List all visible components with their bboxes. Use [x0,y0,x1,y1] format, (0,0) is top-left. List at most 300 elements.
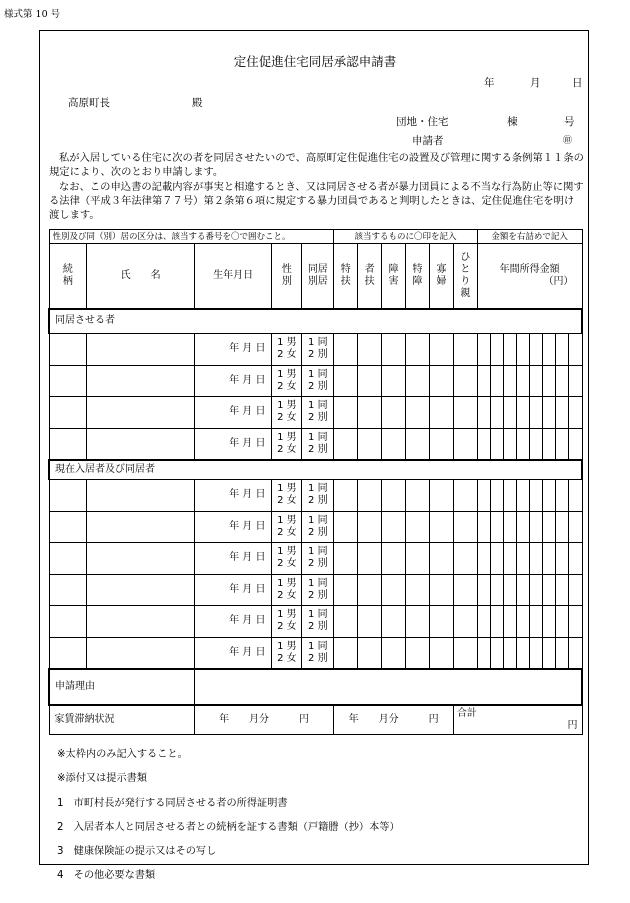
income-digit-box[interactable] [542,429,555,459]
income-digit-box[interactable] [490,429,503,459]
income-digit-boxes [478,606,582,637]
header-birth: 生年月日 [194,244,272,309]
date-year: 年 [484,77,495,89]
hitori-cell[interactable] [453,543,477,575]
birth-date-cell[interactable]: 年 月 日 [194,397,272,429]
hitori-cell[interactable] [453,428,477,460]
relation-cell[interactable] [49,480,87,512]
income-digit-box[interactable] [542,397,555,428]
birth-date-cell[interactable]: 年 月 日 [194,428,272,460]
income-digit-box[interactable] [478,397,490,428]
income-digit-box[interactable] [478,429,490,459]
attachment-4: 4 その他必要な書類 [57,870,156,881]
birth-date-cell[interactable]: 年 月 日 [194,637,272,669]
hitori-cell[interactable] [453,637,477,669]
section-cohabitant: 同居させる者 [49,309,582,334]
income-digit-box[interactable] [555,429,568,459]
tokufu-cell[interactable] [334,606,358,638]
income-digit-box[interactable] [503,366,516,397]
income-digit-box[interactable] [516,397,529,428]
income-digit-boxes [478,429,582,459]
income-digit-box[interactable] [516,429,529,459]
instruction-left: 性別及び同（別）居の区分は、該当する番号を〇で囲むこと。 [49,230,334,244]
income-digit-box[interactable] [503,480,516,511]
kafu-cell[interactable] [429,606,453,638]
name-cell[interactable] [87,606,195,638]
sex-option-male[interactable]: 1 男 [277,577,297,589]
tokusho-cell[interactable] [406,637,430,669]
name-cell[interactable] [87,428,195,460]
income-digit-box[interactable] [529,334,542,365]
jafu-cell[interactable] [358,574,382,606]
birth-date-cell[interactable]: 年 月 日 [194,480,272,512]
housing-label: 団地・住宅 [396,116,449,128]
income-digit-box[interactable] [478,366,490,397]
income-digit-box[interactable] [516,334,529,365]
sex-option-female[interactable]: 2 女 [277,349,297,361]
cohab-cell[interactable] [302,428,334,460]
name-cell[interactable] [87,574,195,606]
income-digit-box[interactable] [478,575,490,606]
jafu-cell[interactable] [358,334,382,366]
table-row [49,480,582,512]
income-cell[interactable] [477,543,582,575]
name-cell[interactable] [87,511,195,543]
cohab-cell[interactable] [302,365,334,397]
tokusho-cell[interactable] [406,511,430,543]
sex-cell[interactable] [272,365,302,397]
tokufu-cell[interactable] [334,365,358,397]
cohab-cell[interactable] [302,334,334,366]
header-income-label: 年間所得金額 [499,263,560,275]
jafu-cell[interactable] [358,511,382,543]
cohab-cell[interactable] [302,637,334,669]
income-digit-box[interactable] [555,366,568,397]
relation-cell[interactable] [49,637,87,669]
name-cell[interactable] [87,365,195,397]
income-digit-box[interactable] [568,397,581,428]
cohab-option-same[interactable]: 1 同 [308,400,328,412]
tokusho-cell[interactable] [406,480,430,512]
income-digit-box[interactable] [555,480,568,511]
name-cell[interactable] [87,480,195,512]
tokufu-cell[interactable] [334,543,358,575]
income-digit-box[interactable] [478,638,490,668]
cohab-option-same[interactable]: 1 同 [308,640,328,652]
birth-date-cell[interactable]: 年 月 日 [194,511,272,543]
seal-mark: ㊞ [563,136,573,146]
income-digit-box[interactable] [503,543,516,574]
kafu-cell[interactable] [429,637,453,669]
income-cell[interactable] [477,637,582,669]
cohab-option-same[interactable]: 1 同 [308,514,328,526]
sex-option-female[interactable]: 2 女 [277,558,297,570]
attachment-1: 1 市町村長が発行する同居させる者の所得証明書 [57,798,288,809]
kafu-cell[interactable] [429,511,453,543]
tokufu-cell[interactable] [334,397,358,429]
hitori-cell[interactable] [453,511,477,543]
income-digit-box[interactable] [516,575,529,606]
income-digit-box[interactable] [542,543,555,574]
sex-option-male[interactable]: 1 男 [277,640,297,652]
sex-option-female[interactable]: 2 女 [277,652,297,664]
income-digit-boxes [478,543,582,574]
income-digit-box[interactable] [542,638,555,668]
income-digit-box[interactable] [529,429,542,459]
cohab-cell[interactable] [302,606,334,638]
cohab-option-separate[interactable]: 2 別 [308,412,328,424]
sex-option-female[interactable]: 2 女 [277,589,297,601]
sex-option-female[interactable]: 2 女 [277,495,297,507]
tokusho-cell[interactable] [406,574,430,606]
instruction-mid: 該当するものに〇印を記入 [334,230,478,244]
kafu-cell[interactable] [429,428,453,460]
cohabitant-rows [49,334,582,460]
shogai-cell[interactable] [382,397,406,429]
table-row [49,606,582,638]
hitori-cell[interactable] [453,397,477,429]
income-digit-box[interactable] [478,606,490,637]
relation-cell[interactable] [49,543,87,575]
income-digit-box[interactable] [529,512,542,543]
tokufu-cell[interactable] [334,480,358,512]
income-digit-box[interactable] [529,543,542,574]
income-digit-box[interactable] [542,512,555,543]
cohab-cell[interactable] [302,511,334,543]
income-digit-box[interactable] [478,543,490,574]
shogai-cell[interactable] [382,365,406,397]
shogai-cell[interactable] [382,574,406,606]
reason-label: 申請理由 [49,669,194,705]
name-cell[interactable] [87,543,195,575]
relation-cell[interactable] [49,334,87,366]
income-cell[interactable] [477,334,582,366]
sex-cell[interactable] [272,606,302,638]
header-sex: 性別 [272,244,302,309]
table-row [49,511,582,543]
income-digit-box[interactable] [555,397,568,428]
rent-field-1[interactable]: 年 月分 円 [194,705,333,735]
shogai-cell[interactable] [382,543,406,575]
income-digit-box[interactable] [516,512,529,543]
income-digit-box[interactable] [555,512,568,543]
income-digit-box[interactable] [542,606,555,637]
name-cell[interactable] [87,637,195,669]
kafu-cell[interactable] [429,480,453,512]
sex-cell[interactable] [272,397,302,429]
income-digit-box[interactable] [503,638,516,668]
kafu-cell[interactable] [429,543,453,575]
hitori-cell[interactable] [453,365,477,397]
building-label: 棟 [507,116,518,128]
income-digit-boxes [478,512,582,543]
reason-row [49,669,582,705]
cohab-option-same[interactable]: 1 同 [308,609,328,621]
jafu-cell[interactable] [358,428,382,460]
cohab-option-same[interactable]: 1 同 [308,431,328,443]
section-current: 現在入居者及び同居者 [49,460,582,480]
header-income [477,244,582,309]
sex-cell[interactable] [272,511,302,543]
cohab-option-separate[interactable]: 2 別 [308,589,328,601]
sex-option-female[interactable]: 2 女 [277,443,297,455]
cohab-option-separate[interactable]: 2 別 [308,558,328,570]
relation-cell[interactable] [49,574,87,606]
applicant-table [48,229,583,735]
sex-option-male[interactable]: 1 男 [277,400,297,412]
kafu-cell[interactable] [429,574,453,606]
sex-option-male[interactable]: 1 男 [277,514,297,526]
income-digit-box[interactable] [529,575,542,606]
kafu-cell[interactable] [429,365,453,397]
sex-option-female[interactable]: 2 女 [277,380,297,392]
header-kafu: 寡婦 [429,244,453,309]
attachment-2: 2 入居者本人と同居させる者との続柄を証する書類（戸籍謄（抄）本等） [57,822,400,833]
income-digit-boxes [478,480,582,511]
sex-option-male[interactable]: 1 男 [277,368,297,380]
cohab-option-same[interactable]: 1 同 [308,368,328,380]
income-digit-box[interactable] [555,638,568,668]
tokusho-cell[interactable] [406,397,430,429]
income-digit-box[interactable] [555,334,568,365]
income-digit-box[interactable] [490,638,503,668]
current-resident-rows [49,480,582,669]
header-row [49,244,582,309]
cohab-option-separate[interactable]: 2 別 [308,621,328,633]
birth-date-cell[interactable]: 年 月 日 [194,606,272,638]
income-digit-box[interactable] [490,543,503,574]
income-digit-box[interactable] [529,638,542,668]
income-cell[interactable] [477,397,582,429]
hitori-cell[interactable] [453,574,477,606]
income-cell[interactable] [477,365,582,397]
income-digit-box[interactable] [490,512,503,543]
sex-option-male[interactable]: 1 男 [277,609,297,621]
rent-field-2[interactable]: 年 月分 円 [334,705,454,735]
hitori-cell[interactable] [453,606,477,638]
income-digit-box[interactable] [529,480,542,511]
income-cell[interactable] [477,511,582,543]
income-digit-box[interactable] [555,575,568,606]
income-digit-box[interactable] [490,606,503,637]
hitori-cell[interactable] [453,334,477,366]
income-digit-box[interactable] [542,575,555,606]
income-digit-boxes [478,366,582,397]
income-digit-box[interactable] [478,480,490,511]
income-digit-box[interactable] [503,334,516,365]
relation-cell[interactable] [49,365,87,397]
income-digit-box[interactable] [529,606,542,637]
kafu-cell[interactable] [429,397,453,429]
paragraph-2-text: なお、この申込書の記載内容が事実と相違するとき、又は同居させる者が暴力団員による不当な行為防止等に関する法律（平成３年法律第７７号）第２条第６項に規定する暴力団員であると判明したときは、定住促進住宅を明け渡します。 [49,181,584,221]
income-digit-box[interactable] [516,366,529,397]
reason-field[interactable] [194,669,582,705]
birth-date-cell[interactable]: 年 月 日 [194,334,272,366]
income-digit-box[interactable] [478,334,490,365]
cohab-cell[interactable] [302,397,334,429]
income-digit-box[interactable] [516,638,529,668]
income-digit-boxes [478,334,582,365]
cohab-option-same[interactable]: 1 同 [308,577,328,589]
table-row [49,574,582,606]
rent-row [49,705,582,735]
income-cell[interactable] [477,428,582,460]
income-digit-box[interactable] [503,575,516,606]
shogai-cell[interactable] [382,334,406,366]
sex-option-male[interactable]: 1 男 [277,546,297,558]
shogai-cell[interactable] [382,606,406,638]
sex-option-female[interactable]: 2 女 [277,526,297,538]
cohab-option-same[interactable]: 1 同 [308,483,328,495]
header-relation: 続柄 [49,244,87,309]
cohab-option-same[interactable]: 1 同 [308,337,328,349]
income-digit-box[interactable] [542,366,555,397]
shogai-cell[interactable] [382,637,406,669]
name-cell[interactable] [87,397,195,429]
relation-cell[interactable] [49,428,87,460]
room-label: 号 [564,116,575,128]
table-row [49,365,582,397]
income-digit-box[interactable] [555,543,568,574]
income-digit-box[interactable] [568,334,581,365]
relation-cell[interactable] [49,397,87,429]
sex-option-female[interactable]: 2 女 [277,412,297,424]
cohab-option-same[interactable]: 1 同 [308,546,328,558]
tokufu-cell[interactable] [334,511,358,543]
hitori-cell[interactable] [453,480,477,512]
sex-cell[interactable] [272,637,302,669]
income-digit-box[interactable] [542,334,555,365]
income-cell[interactable] [477,480,582,512]
header-tokusho: 特障 [406,244,430,309]
income-cell[interactable] [477,574,582,606]
relation-cell[interactable] [49,511,87,543]
cohab-option-separate[interactable]: 2 別 [308,652,328,664]
income-digit-box[interactable] [490,575,503,606]
income-digit-box[interactable] [503,397,516,428]
table-row [49,543,582,575]
tokufu-cell[interactable] [334,428,358,460]
income-digit-box[interactable] [568,638,581,668]
shogai-cell[interactable] [382,511,406,543]
paragraph-1-text: 私が入居している住宅に次の者を同居させたいので、高原町定住促進住宅の設置及び管理に関する条例第１１条の規定により、次のとおり申請します。 [49,152,584,178]
jafu-cell[interactable] [358,606,382,638]
paragraph-1 [49,151,584,179]
sex-option-male[interactable]: 1 男 [277,431,297,443]
income-digit-box[interactable] [516,543,529,574]
income-digit-box[interactable] [568,512,581,543]
total-label: 合計 [456,707,477,719]
income-digit-box[interactable] [490,480,503,511]
income-digit-box[interactable] [568,366,581,397]
income-digit-box[interactable] [568,429,581,459]
jafu-cell[interactable] [358,365,382,397]
jafu-cell[interactable] [358,397,382,429]
birth-date-cell[interactable]: 年 月 日 [194,365,272,397]
tokufu-cell[interactable] [334,637,358,669]
table-row [49,637,582,669]
cohab-option-separate[interactable]: 2 別 [308,495,328,507]
sex-cell[interactable] [272,574,302,606]
income-digit-box[interactable] [542,480,555,511]
tokufu-cell[interactable] [334,574,358,606]
income-digit-box[interactable] [555,606,568,637]
income-digit-box[interactable] [516,606,529,637]
relation-cell[interactable] [49,606,87,638]
sex-cell[interactable] [272,334,302,366]
kafu-cell[interactable] [429,334,453,366]
header-income-unit: （円） [543,275,574,287]
jafu-cell[interactable] [358,543,382,575]
cohab-cell[interactable] [302,480,334,512]
tokusho-cell[interactable] [406,365,430,397]
tokusho-cell[interactable] [406,428,430,460]
note-2: ※添付又は提示書類 [57,773,148,784]
tokufu-cell[interactable] [334,334,358,366]
income-cell[interactable] [477,606,582,638]
income-digit-boxes [478,397,582,428]
table-row [49,428,582,460]
income-digit-box[interactable] [478,512,490,543]
form-number: 様式第 10 号 [4,9,61,20]
sex-cell[interactable] [272,428,302,460]
sex-option-female[interactable]: 2 女 [277,621,297,633]
income-digit-box[interactable] [529,397,542,428]
cohab-cell[interactable] [302,574,334,606]
income-digit-box[interactable] [529,366,542,397]
birth-date-cell[interactable]: 年 月 日 [194,543,272,575]
income-digit-box[interactable] [568,480,581,511]
income-digit-boxes [478,575,582,606]
sex-cell[interactable] [272,543,302,575]
page-title: 定住促進住宅同居承認申請書 [233,54,397,69]
tokusho-cell[interactable] [406,606,430,638]
cohab-option-separate[interactable]: 2 別 [308,380,328,392]
income-digit-box[interactable] [503,512,516,543]
income-digit-box[interactable] [503,606,516,637]
shogai-cell[interactable] [382,428,406,460]
income-digit-box[interactable] [516,480,529,511]
jafu-cell[interactable] [358,480,382,512]
income-digit-box[interactable] [568,606,581,637]
sex-option-male[interactable]: 1 男 [277,483,297,495]
cohab-option-separate[interactable]: 2 別 [308,349,328,361]
birth-date-cell[interactable]: 年 月 日 [194,574,272,606]
income-digit-box[interactable] [568,543,581,574]
jafu-cell[interactable] [358,637,382,669]
rent-total[interactable] [453,705,582,735]
cohab-cell[interactable] [302,543,334,575]
income-digit-box[interactable] [490,366,503,397]
header-tokufu: 特扶 [334,244,358,309]
name-cell[interactable] [87,334,195,366]
tokusho-cell[interactable] [406,334,430,366]
cohab-option-separate[interactable]: 2 別 [308,526,328,538]
income-digit-box[interactable] [568,575,581,606]
income-digit-box[interactable] [503,429,516,459]
tokusho-cell[interactable] [406,543,430,575]
addressee-name: 高原町長 [68,97,110,109]
date-month: 月 [530,77,541,89]
income-digit-box[interactable] [490,334,503,365]
sex-cell[interactable] [272,480,302,512]
income-digit-box[interactable] [490,397,503,428]
instruction-right: 金額を右詰めで記入 [477,230,582,244]
shogai-cell[interactable] [382,480,406,512]
sex-option-male[interactable]: 1 男 [277,337,297,349]
header-cohab: 同居別居 [302,244,334,309]
cohab-option-separate[interactable]: 2 別 [308,443,328,455]
